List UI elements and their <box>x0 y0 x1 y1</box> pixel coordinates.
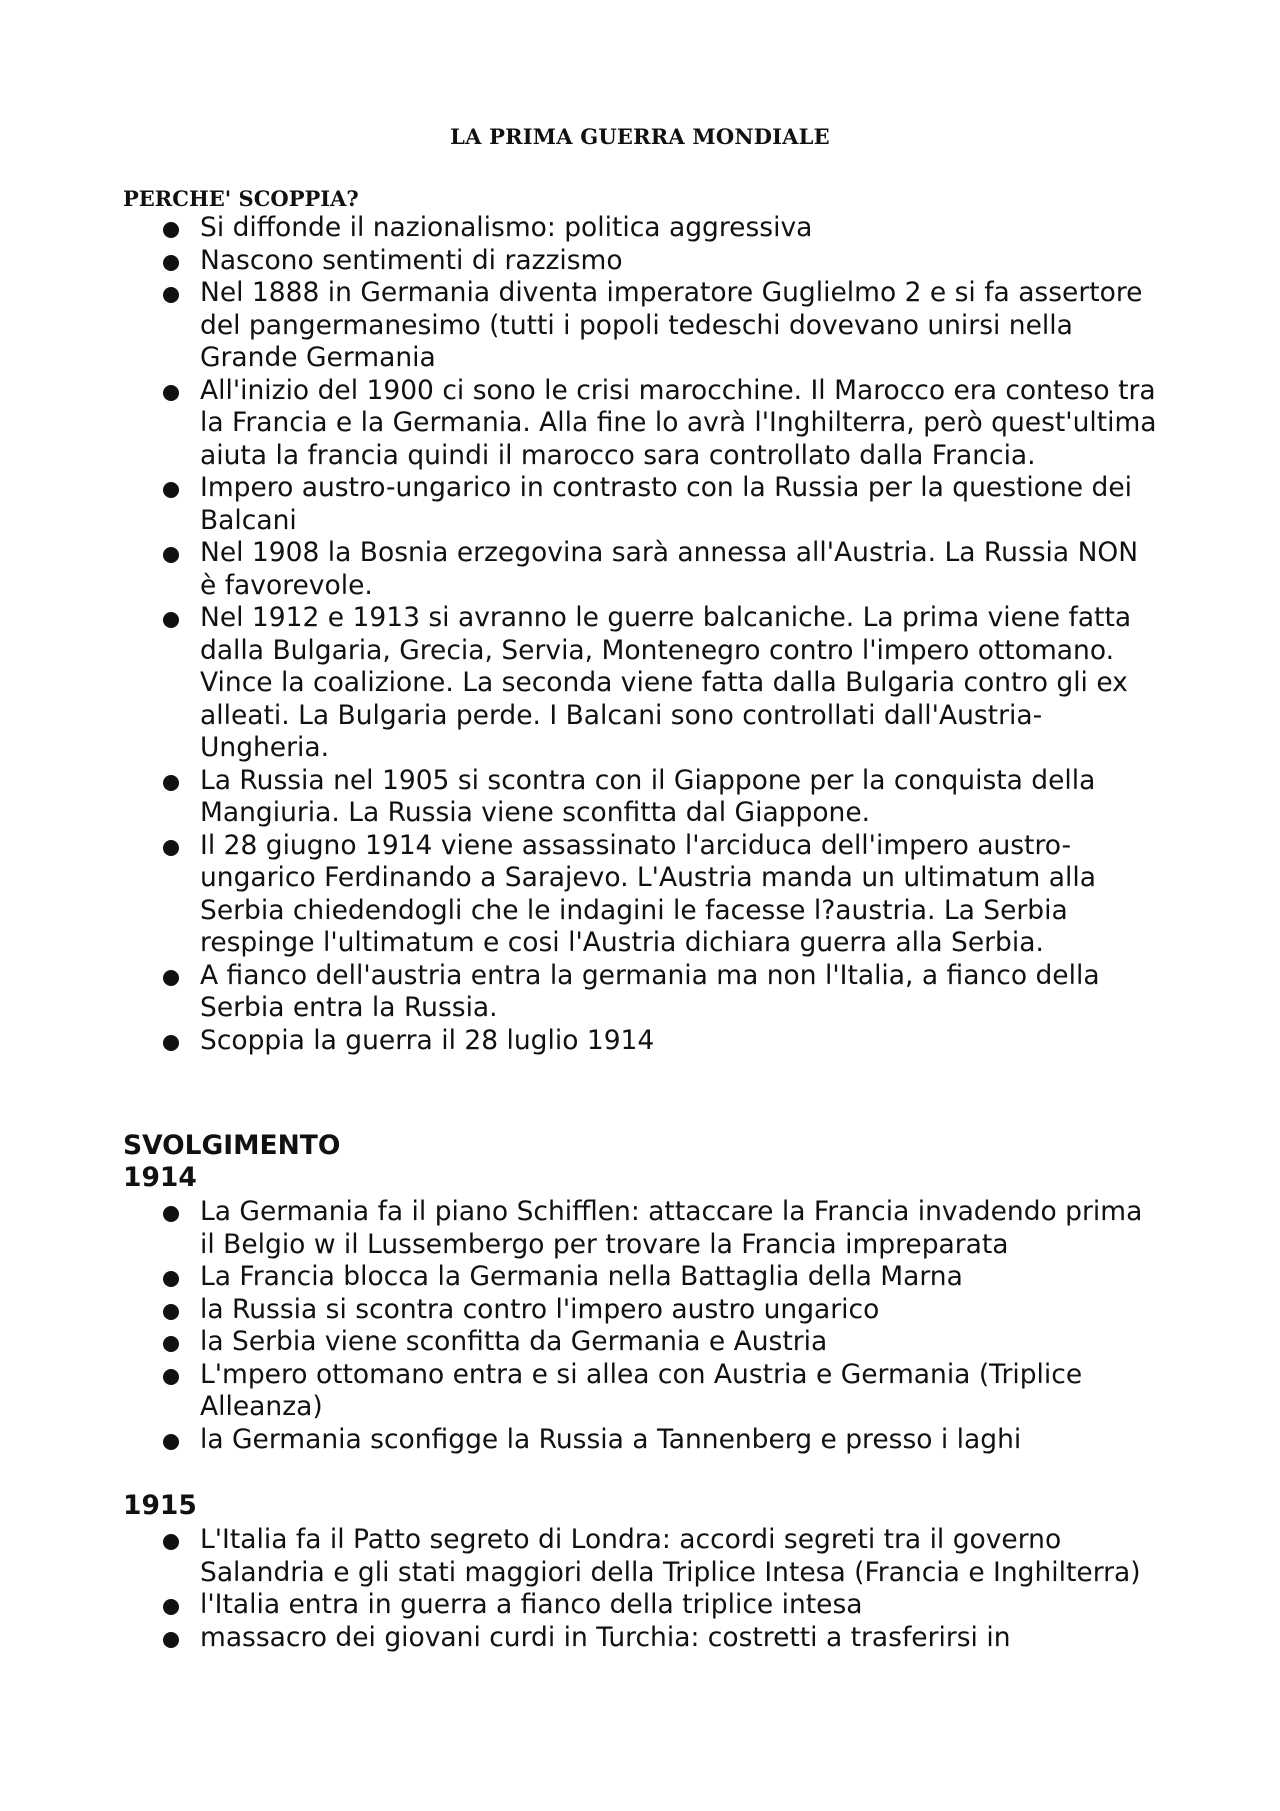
bullet-icon <box>163 1534 179 1550</box>
list-item: la Russia si scontra contro l'impero austro ungarico <box>0 1294 1160 1327</box>
list-item: Si diffonde il nazionalismo: politica aggressiva <box>0 212 1160 245</box>
list-item: L'Italia fa il Patto segreto di Londra: accordi segreti tra il governo Salandria e gli stati maggiori della Triplice Intesa (Francia e Inghilterra) <box>0 1524 1160 1589</box>
list-item: Scoppia la guerra il 28 luglio 1914 <box>0 1025 1160 1058</box>
year-heading-1914: 1914 <box>123 1162 197 1193</box>
list-item: la Germania sconfigge la Russia a Tannenberg e presso i laghi <box>0 1424 1160 1457</box>
bullet-icon <box>163 482 179 498</box>
list-item: La Germania fa il piano Schifflen: attaccare la Francia invadendo prima il Belgio w il Lussembergo per trovare la Francia impreparata <box>0 1196 1160 1261</box>
bullet-icon <box>163 1336 179 1352</box>
bullet-icon <box>163 1632 179 1648</box>
list-item: Il 28 giugno 1914 viene assassinato l'arciduca dell'impero austro-ungarico Ferdinando a Sarajevo. L'Austria manda un ultimatum alla Serbia chiedendogli che le indagini le facesse l?austria. La Serbia respinge l'ultimatum e cosi l'Austria dichiara guerra alla Serbia. <box>0 830 1160 960</box>
list-item: Nel 1912 e 1913 si avranno le guerre balcaniche. La prima viene fatta dalla Bulgaria, Grecia, Servia, Montenegro contro l'impero ottomano. Vince la coalizione. La seconda viene fatta dalla Bulgaria contro gli ex alleati. La Bulgaria perde. I Balcani sono controllati dall'Austria-Ungheria. <box>0 602 1160 765</box>
list-item: Nel 1888 in Germania diventa imperatore Guglielmo 2 e si fa assertore del pangermanesimo (tutti i popoli tedeschi dovevano unirsi nella Grande Germania <box>0 277 1160 375</box>
events-1914-list <box>0 1196 1180 1456</box>
bullet-icon <box>163 547 179 563</box>
causes-list <box>0 212 1180 1057</box>
list-item: massacro dei giovani curdi in Turchia: costretti a trasferirsi in <box>0 1622 1160 1655</box>
list-item: Nascono sentimenti di razzismo <box>0 245 1160 278</box>
bullet-icon <box>163 255 179 271</box>
list-item: La Francia blocca la Germania nella Battaglia della Marna <box>0 1261 1160 1294</box>
document-title: LA PRIMA GUERRA MONDIALE <box>450 124 830 149</box>
list-item: l'Italia entra in guerra a fianco della triplice intesa <box>0 1589 1160 1622</box>
bullet-icon <box>163 1369 179 1385</box>
bullet-icon <box>163 840 179 856</box>
bullet-icon <box>163 222 179 238</box>
bullet-icon <box>163 612 179 628</box>
list-item: Nel 1908 la Bosnia erzegovina sarà annessa all'Austria. La Russia NON è favorevole. <box>0 537 1160 602</box>
bullet-icon <box>163 1035 179 1051</box>
bullet-icon <box>163 287 179 303</box>
list-item: la Serbia viene sconfitta da Germania e Austria <box>0 1326 1160 1359</box>
bullet-icon <box>163 385 179 401</box>
section-heading-perche-scoppia: PERCHE' SCOPPIA? <box>123 186 359 211</box>
bullet-icon <box>163 1434 179 1450</box>
year-heading-1915: 1915 <box>123 1490 197 1521</box>
list-item: All'inizio del 1900 ci sono le crisi marocchine. Il Marocco era conteso tra la Francia e la Germania. Alla fine lo avrà l'Inghilterra, però quest'ultima aiuta la francia quindi il marocco sara controllato dalla Francia. <box>0 375 1160 473</box>
list-item: L'mpero ottomano entra e si allea con Austria e Germania (Triplice Alleanza) <box>0 1359 1160 1424</box>
bullet-icon <box>163 1206 179 1222</box>
bullet-icon <box>163 970 179 986</box>
list-item: A fianco dell'austria entra la germania ma non l'Italia, a fianco della Serbia entra la Russia. <box>0 960 1160 1025</box>
bullet-icon <box>163 1304 179 1320</box>
bullet-icon <box>163 775 179 791</box>
list-item: Impero austro-ungarico in contrasto con la Russia per la questione dei Balcani <box>0 472 1160 537</box>
list-item: La Russia nel 1905 si scontra con il Giappone per la conquista della Mangiuria. La Russia viene sconfitta dal Giappone. <box>0 765 1160 830</box>
bullet-icon <box>163 1599 179 1615</box>
section-heading-svolgimento: SVOLGIMENTO <box>123 1130 341 1161</box>
bullet-icon <box>163 1271 179 1287</box>
events-1915-list <box>0 1524 1180 1654</box>
